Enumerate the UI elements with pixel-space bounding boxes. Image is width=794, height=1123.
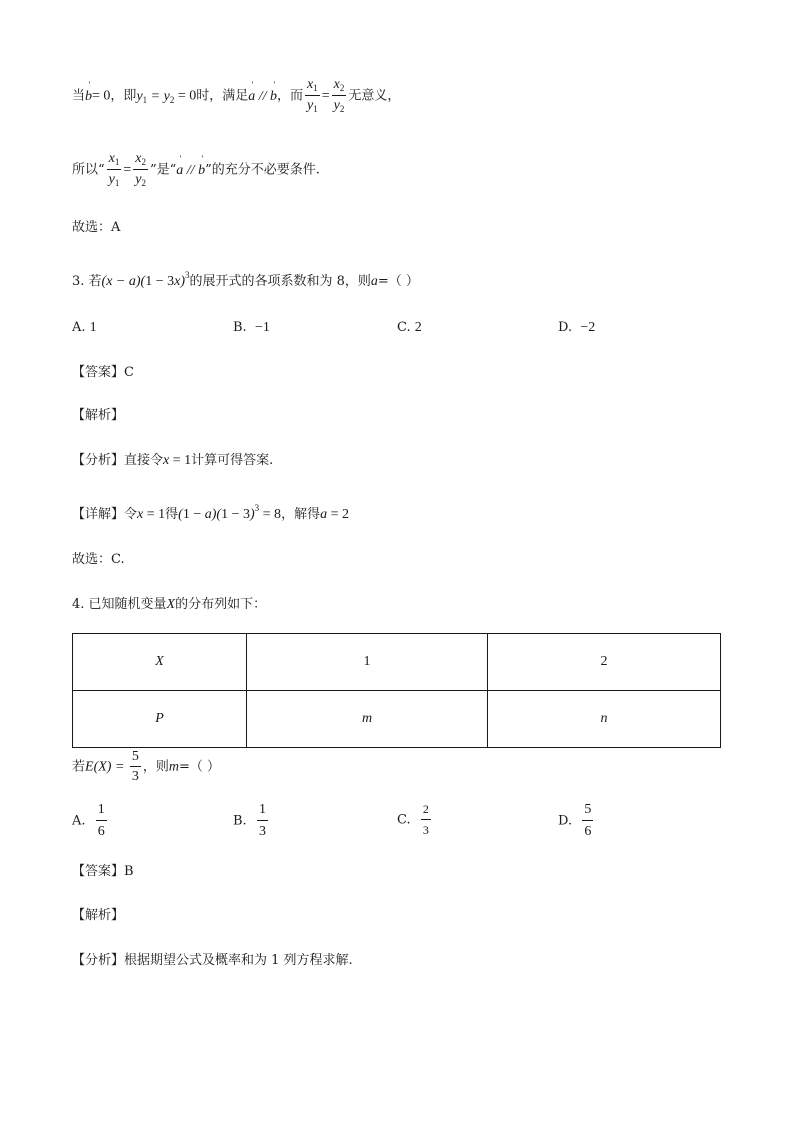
table-cell: 1 xyxy=(247,634,488,691)
line1-mid1: ，即 xyxy=(110,88,137,104)
table-cell: 2 xyxy=(488,634,721,691)
fraction-x1-y1: $\frac{x_1}{y_1}$ xyxy=(307,77,318,114)
table-row xyxy=(73,634,721,691)
y-eq: $y_1 = y_2$ xyxy=(136,88,175,105)
q4-answer: 【答案】B xyxy=(72,864,134,879)
q3-option-a: A. 1 xyxy=(72,320,97,335)
table-cell: P xyxy=(73,691,247,748)
q4-option-b: B. $\frac{1}{3}$ xyxy=(233,802,266,839)
q4-option-d: D. $\frac{5}{6}$ xyxy=(558,802,592,839)
q2-choice: 故选：A xyxy=(72,220,121,235)
q3-analysis-tag: 【解析】 xyxy=(72,408,125,423)
fraction-x1-y1: $\frac{x_1}{y_1}$ xyxy=(108,151,120,188)
parallel-ab: ' a // ' b xyxy=(248,89,277,104)
line2-suffix: ”的充分不必要条件. xyxy=(205,162,320,178)
q4-analysis-tag: 【解析】 xyxy=(72,908,125,923)
line1-mid3: ，而 xyxy=(277,88,304,104)
line2-mid: ”是“ xyxy=(150,162,177,178)
vector-b: ' b xyxy=(85,90,92,104)
fraction-x2-y2: $\frac{x_2}{y_2}$ xyxy=(135,151,146,188)
var-a: a xyxy=(370,274,378,289)
table-cell: X xyxy=(73,634,247,691)
q3-stem xyxy=(72,271,419,289)
q3-choice: 故选：C. xyxy=(72,552,125,567)
q3-answer: 【答案】C xyxy=(72,365,134,380)
q3-stem-prefix: 3. 若 xyxy=(72,274,102,289)
fraction-x2-y2: $\frac{x_2}{y_2}$ xyxy=(333,77,345,114)
line1-prefix: 当 xyxy=(72,88,86,104)
parallel-ab: ' a // ' b xyxy=(176,163,205,178)
line-condition: 当' b= 0，即$y_1 = y_2 = 0$时，满足' a // ' b，而 $\frac{x_1}{y_1}$ = $\frac{x_2}{y_2}$ 无意义， xyxy=(72,78,400,114)
table-cell: m xyxy=(247,691,488,748)
fraction-5-3: $\frac{5}{3}$ xyxy=(131,749,139,784)
table-cell: n xyxy=(488,691,721,748)
q3-option-d: D. −2 xyxy=(558,320,596,335)
q3-stem-suffix: 的展开式的各项系数和为 8，则 xyxy=(189,274,371,289)
q4-option-c: C. $\frac{2}{3}$ xyxy=(397,802,429,837)
line1-mid2: 时，满足 xyxy=(196,88,249,104)
q4-stem: 4. 已知随机变量X的分布列如下： xyxy=(72,597,267,612)
q3-stem-end: =（ ） xyxy=(377,274,419,289)
q3-fenxi: 【分析】直接令x = 1计算可得答案. xyxy=(72,453,274,468)
table-row xyxy=(73,691,721,748)
line2-prefix: 所以“ xyxy=(72,162,105,178)
line1-suffix: 无意义， xyxy=(348,88,401,104)
q3-option-b: B. −1 xyxy=(233,320,270,335)
q4-option-a: A. $\frac{1}{6}$ xyxy=(72,802,105,839)
q4-condition: 若E(X) = $\frac{5}{3}$ ，则m=（ ） xyxy=(72,749,221,784)
line1-eq1: = 0 xyxy=(92,88,111,104)
q3-xiangjie: 【详解】令x = 1得$(1 - a)(1 - 3)^3 = 8$，解得a = 2 xyxy=(72,503,349,522)
line1-eq2: = 0 xyxy=(177,88,197,104)
q3-expression: $(x - a)(1 - 3x)^3$ xyxy=(101,270,190,289)
line-conclusion: 所以“ $\frac{x_1}{y_1}$ = $\frac{x_2}{y_2}$ ”是“' a // ' b”的充分不必要条件. xyxy=(72,152,320,188)
distribution-table xyxy=(72,633,721,748)
q4-fenxi: 【分析】根据期望公式及概率和为 1 列方程求解. xyxy=(72,953,353,968)
q3-option-c: C. 2 xyxy=(397,320,422,335)
